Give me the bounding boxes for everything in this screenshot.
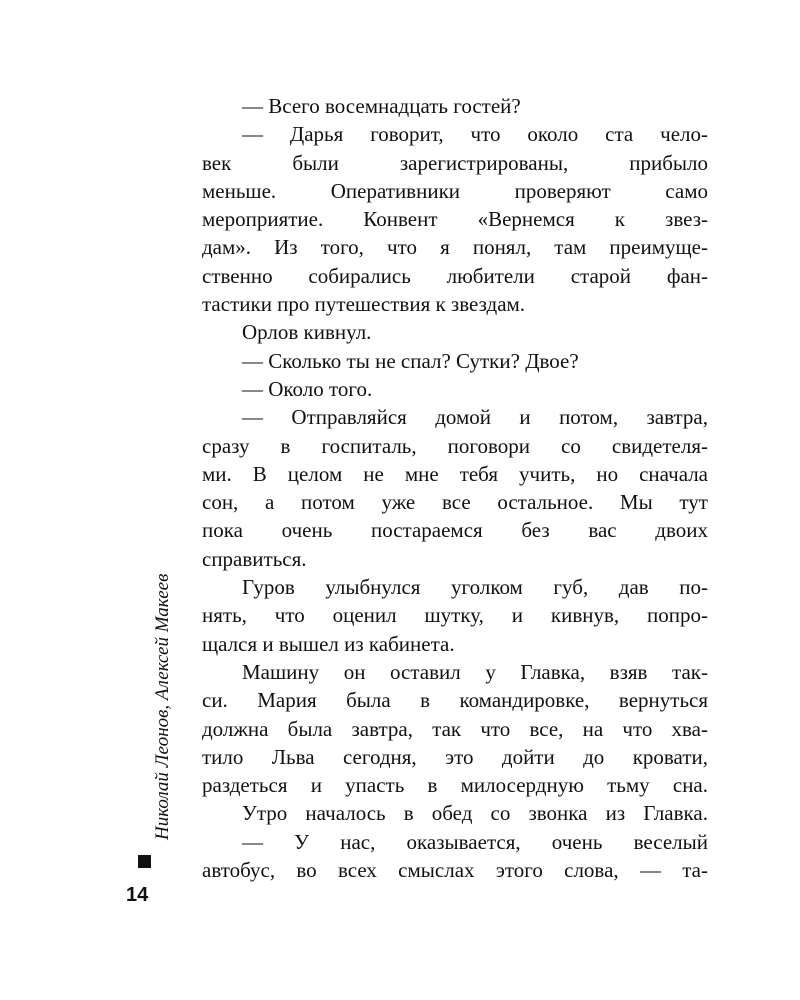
text-line: дам». Из того, что я понял, там преимуще- xyxy=(202,235,708,260)
text-line: — Всего восемнадцать гостей? xyxy=(242,94,521,118)
text-line: Машину он оставил у Главка, взяв так- xyxy=(242,659,708,684)
text-line: Орлов кивнул. xyxy=(242,320,372,345)
text-line: щался и вышел из кабинета. xyxy=(202,631,455,656)
text-line: си. Мария была в командировке, вернуться xyxy=(202,688,708,713)
text-line: — У нас, оказывается, очень веселый xyxy=(242,829,708,854)
text-line: — Дарья говорит, что около ста чело- xyxy=(242,122,708,147)
text-line: должна была завтра, так что все, на что хва- xyxy=(202,716,708,741)
square-marker-icon xyxy=(138,855,151,868)
page-number: 14 xyxy=(126,884,149,906)
text-line: век были зарегистрированы, прибыло xyxy=(202,150,708,175)
text-line: сон, а потом уже все остальное. Мы тут xyxy=(202,490,708,515)
text-line: справиться. xyxy=(202,546,307,571)
text-line: нять, что оценил шутку, и кивнув, попро- xyxy=(202,603,708,628)
text-line: — Около того. xyxy=(242,376,373,401)
text-line: ственно собирались любители старой фан- xyxy=(202,263,708,288)
text-line: тастики про путешествия к звездам. xyxy=(202,292,526,317)
text-line: Утро началось в обед со звонка из Главка. xyxy=(242,801,708,826)
text-line: Гуров улыбнулся уголком губ, дав по- xyxy=(242,575,708,600)
text-line: — Отправляйся домой и потом, завтра, xyxy=(242,405,708,430)
text-line: пока очень постараемся без вас двоих xyxy=(202,518,708,543)
text-line: раздеться и упасть в милосердную тьму сна. xyxy=(202,773,708,798)
body-text xyxy=(202,92,708,884)
text-line: тило Льва сегодня, это дойти до кровати, xyxy=(202,744,708,769)
text-line: ми. В целом не мне тебя учить, но сначала xyxy=(202,461,708,486)
running-head-authors: Николай Леонов, Алексей Макеев xyxy=(152,573,173,840)
text-line: мероприятие. Конвент «Вернемся к звез- xyxy=(202,207,708,232)
text-line: меньше. Оперативники проверяют само xyxy=(202,178,708,203)
text-line: сразу в госпиталь, поговори со свидетеля- xyxy=(202,433,708,458)
text-line: автобус, во всех смыслах этого слова, — та- xyxy=(202,858,708,883)
text-line: — Сколько ты не спал? Сутки? Двое? xyxy=(242,348,579,373)
